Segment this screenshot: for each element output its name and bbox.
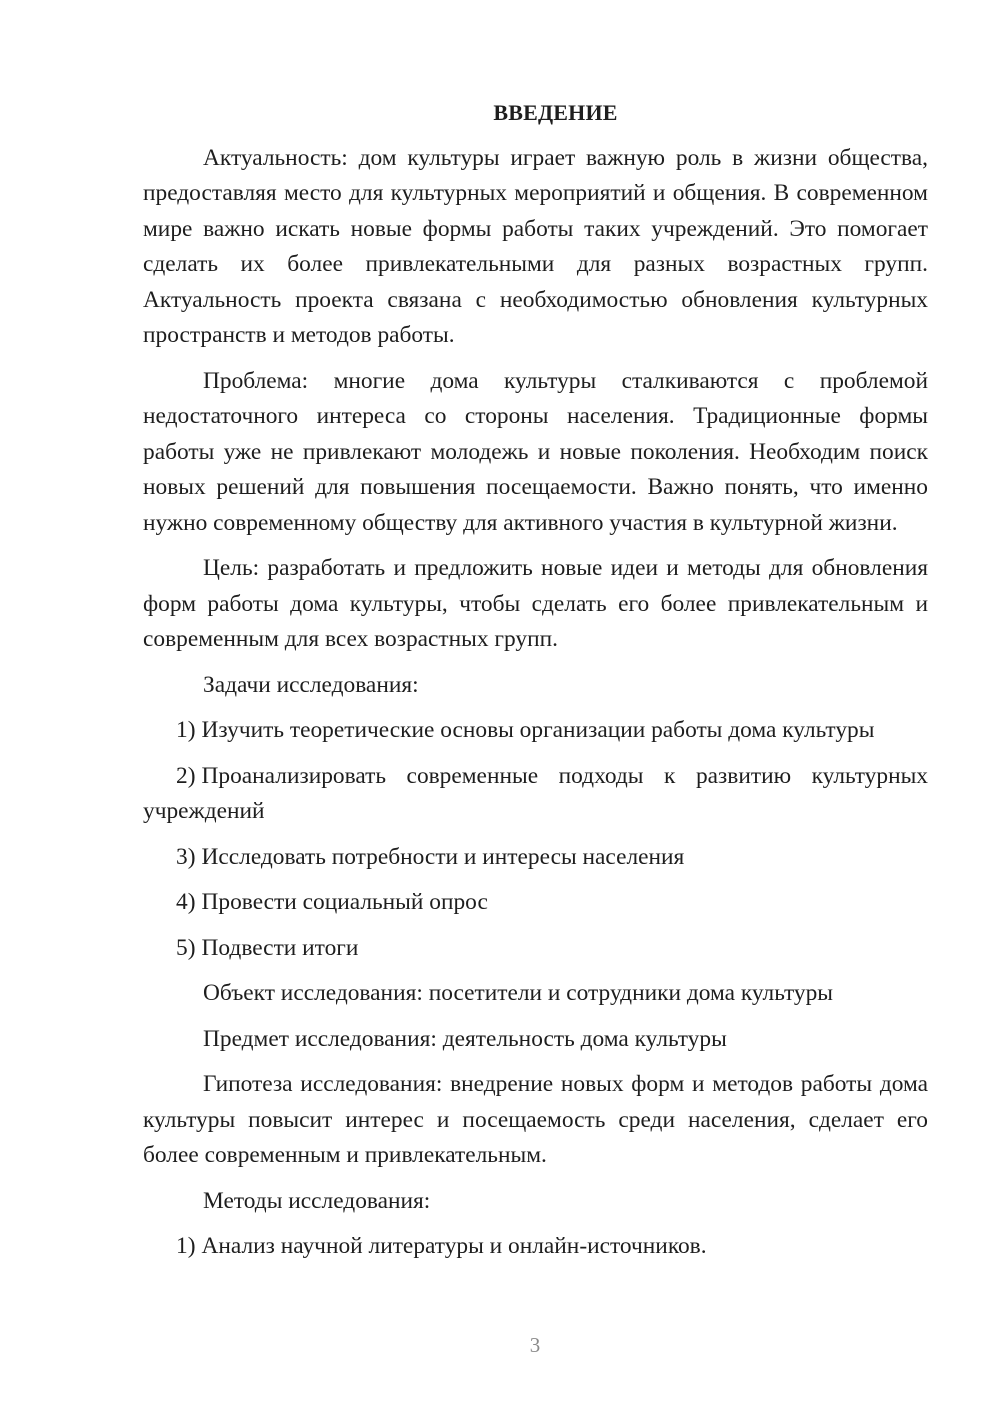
task-text: Исследовать потребности и интересы населения xyxy=(201,843,685,870)
task-item-1 xyxy=(143,713,928,749)
method-item-1 xyxy=(143,1229,928,1265)
page-title: ВВЕДЕНИЕ xyxy=(493,100,618,125)
task-number: 1) xyxy=(176,717,196,743)
task-text: Изучить теоретические основы организации работы дома культуры xyxy=(201,717,875,743)
task-text: Подвести итоги xyxy=(201,934,359,961)
task-item-5 xyxy=(143,931,928,967)
task-text: Провести социальный опрос xyxy=(201,889,488,915)
task-item-4 xyxy=(143,885,928,921)
task-number: 3) xyxy=(176,843,196,870)
problem-paragraph: Проблема: многие дома культуры сталкиваются с проблемой недостаточного интереса со стороны населения. Традиционные формы работы уже не привлекают молодежь и новые поколения. Необходим поиск новых решений для повышения посещаемости. Важно понять, что именно нужно современному обществу для активного участия в культурной жизни. xyxy=(143,367,928,536)
task-number: 2) xyxy=(176,762,196,789)
task-number: 4) xyxy=(176,889,196,915)
tasks-heading: Задачи исследования: xyxy=(203,671,419,698)
method-number: 1) xyxy=(176,1233,196,1259)
object-paragraph: Объект исследования: посетители и сотрудники дома культуры xyxy=(203,980,834,1006)
task-item-2 xyxy=(143,759,928,830)
subject-paragraph: Предмет исследования: деятельность дома культуры xyxy=(203,1025,727,1052)
page-number: 3 xyxy=(529,1333,541,1357)
relevance-paragraph: Актуальность: дом культуры играет важную роль в жизни общества, предоставляя место для культурных мероприятий и общения. В современном мире важно искать новые формы работы таких учреждений. Это помогает сделать их более привлекательными для разных возрастных групп. Актуальность проекта связана с необходимостью обновления культурных пространств и методов работы. xyxy=(143,144,928,348)
hypothesis-paragraph: Гипотеза исследования: внедрение новых форм и методов работы дома культуры повысит интерес и посещаемость среди населения, сделает его более современным и привлекательным. xyxy=(143,1071,928,1168)
goal-paragraph: Цель: разработать и предложить новые идеи и методы для обновления форм работы дома культуры, чтобы сделать его более привлекательным и современным для всех возрастных групп. xyxy=(143,555,928,652)
document-page xyxy=(143,95,928,1275)
task-number: 5) xyxy=(176,934,196,961)
task-item-3 xyxy=(143,840,928,876)
methods-heading: Методы исследования: xyxy=(203,1187,431,1214)
method-text: Анализ научной литературы и онлайн-источников. xyxy=(201,1233,707,1259)
task-text: Проанализировать современные подходы к развитию культурных учреждений xyxy=(143,762,928,824)
